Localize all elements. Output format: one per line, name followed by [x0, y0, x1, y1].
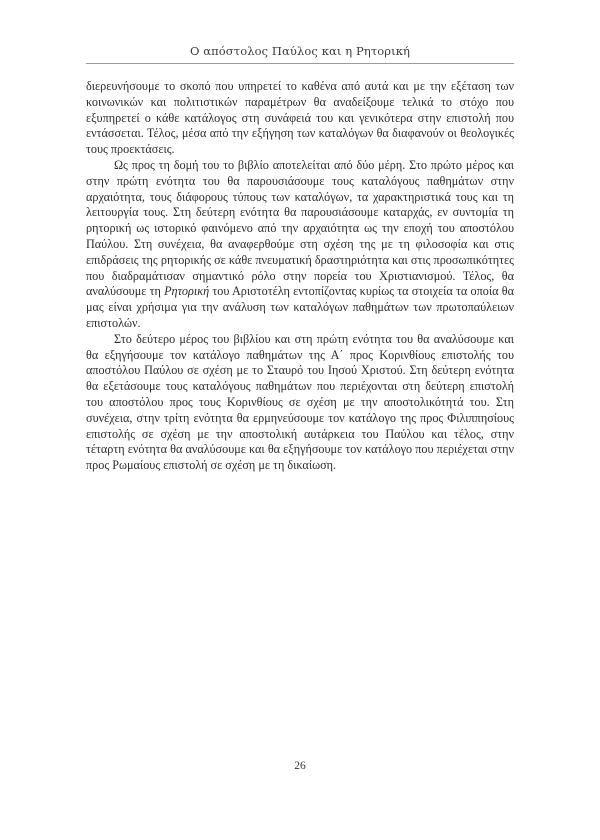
paragraph-2-text-start: Ως προς τη δομή του το βιβλίο αποτελείται από δύο μέρη. Στο πρώτο μέρος και στην πρώτη ενότητα του θα παρουσιάσουμε τους καταλόγους παθημάτων στην αρχαιότητα, τους διάφορους τύπους των καταλόγων, τα χαρακτηριστικά τους και τη λειτουργία τους. Στη δεύτερη ενότητα θα παρουσιάσουμε καταρχάς, εν συντομία τη ρητορική ως ιστορικό φαινόμενο από την αρχαιότητα ως την εποχή του αποστόλου Παύλου. Στη συνέχεια, θα αναφερθούμε στη σχέση της με τη φιλοσοφία και στις επιδράσεις της ρητορικής σε κάθε πνευματική δραστηριότητα και στις προσωπικότητες που διαδραμάτισαν σημαντικό ρόλο στην πορεία του Χριστιανισμού. Τέλος, θα αναλύσουμε τη: [86, 157, 514, 299]
running-header: Ο απόστολος Παύλος και η Ρητορική: [86, 44, 514, 64]
page-number: 26: [294, 760, 306, 772]
paragraph-2-text-end: του Αριστοτέλη εντοπίζοντας κυρίως τα στοιχεία τα οποία θα μας είναι χρήσιμα για την ανάλυση των καταλόγων παθημάτων των πρωτοπαύλειων επιστολών.: [86, 284, 514, 330]
paragraph-1: διερευνήσουμε το σκοπό που υπηρετεί το καθένα από αυτά και με την εξέταση των κοινωνικών και πολιτιστικών παραμέτρων θα αναδείξουμε τελικά το στόχο που εξυπηρετεί ο κάθε κατάλογος στη συνάφειά του και γενικότερα στην επιστολή που εντάσσεται. Τέλος, μέσα από την εξήγηση των καταλόγων θα διαφανούν οι θεολογικές τους προεκτάσεις.: [86, 79, 514, 157]
rhetoric-title-italic: Ρητορική: [164, 284, 210, 299]
paragraph-2: [86, 158, 514, 332]
paragraph-3: Στο δεύτερο μέρος του βιβλίου και στη πρώτη ενότητα του θα αναλύσουμε και θα εξηγήσουμε τον κατάλογο παθημάτων της Α΄ προς Κορινθίους επιστολής του αποστόλου Παύλου σε σχέση με το Σταυρό του Ιησού Χριστού. Στη δεύτερη ενότητα θα εξετάσουμε τους καταλόγους παθημάτων που περιέχονται στη δεύτερη επιστολή του αποστόλου προς τους Κορινθίους σε σχέση με την αποστολικότητά του. Στη συνέχεια, στην τρίτη ενότητα θα ερμηνεύσουμε τον κατάλογο της προς Φιλιππησίους επιστολής σε σχέση με την αποστολική αυτάρκεια του Παύλου και τέλος, στην τέταρτη ενότητα θα αναλύσουμε και θα εξηγήσουμε τον κατάλογο που περιέχεται στην προς Ρωμαίους επιστολή σε σχέση με τη δικαίωση.: [86, 331, 514, 473]
body-text: [86, 79, 514, 474]
